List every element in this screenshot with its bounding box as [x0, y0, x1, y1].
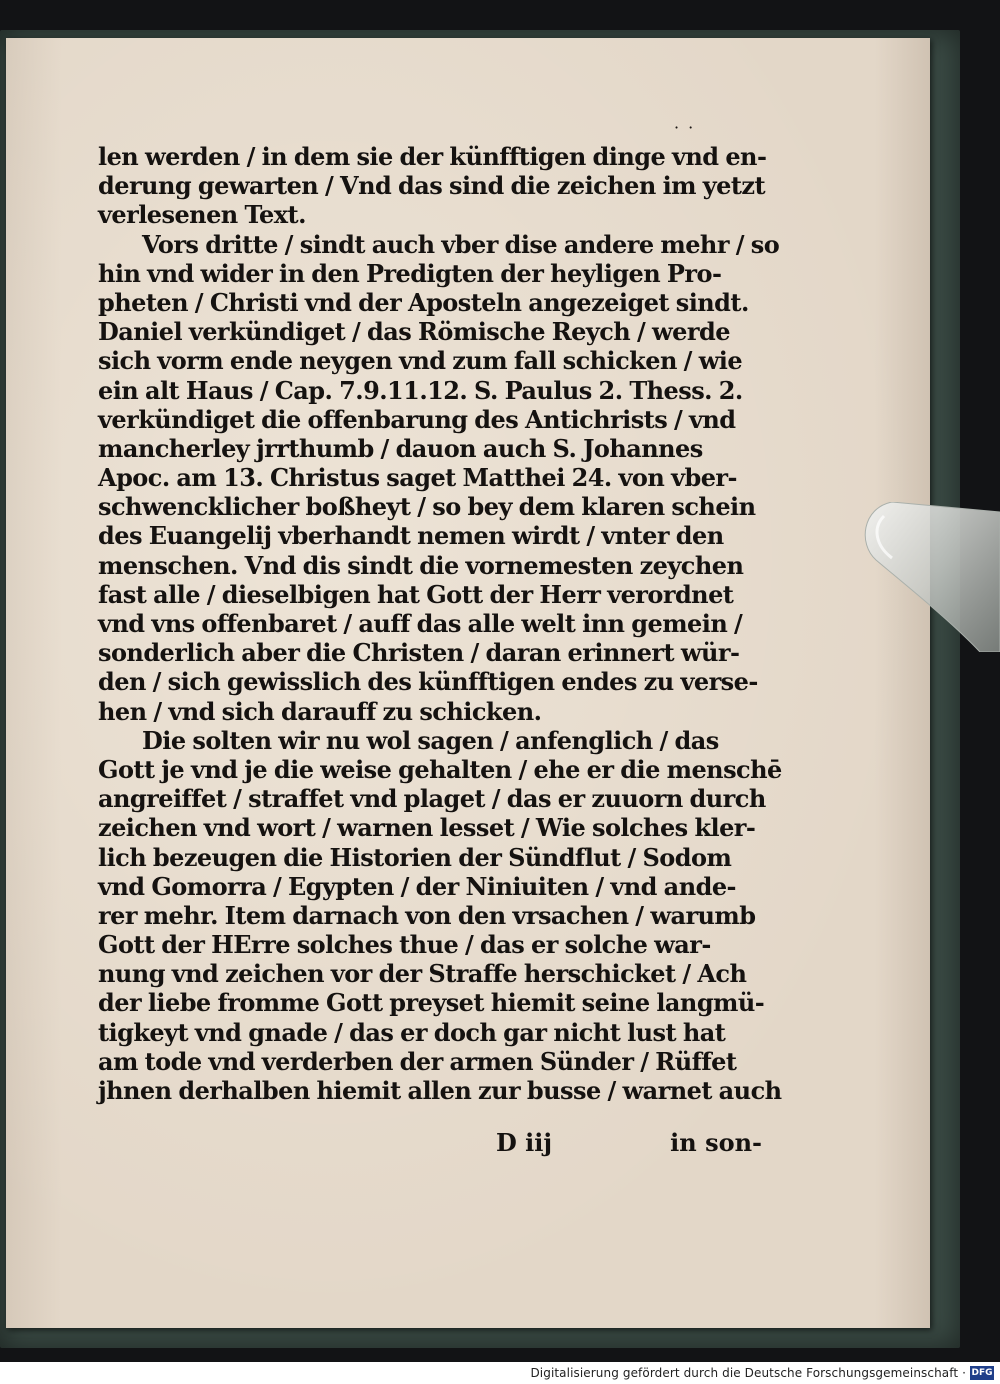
text-line: len werden / in dem sie der künfftigen dinge vnd en-: [98, 142, 767, 171]
text-line: fast alle / dieselbigen hat Gott der Herr verordnet: [98, 579, 734, 609]
text-line: Apoc. am 13. Christus saget Matthei 24. von vber-: [98, 463, 737, 493]
text-line: des Euangelij vberhandt nemen wirdt / vnter den: [98, 521, 724, 551]
signature-mark: D iij: [496, 1128, 553, 1157]
text-line: hen / vnd sich darauff zu schicken.: [98, 696, 542, 726]
text-line: Die solten wir nu wol sagen / anfenglich / das: [142, 725, 719, 755]
text-line: zeichen vnd wort / warnen lesset / Wie solches kler-: [98, 813, 756, 843]
text-line: am tode vnd verderben der armen Sünder / Rüffet: [98, 1046, 737, 1076]
text-line: den / sich gewisslich des künfftigen endes zu verse-: [98, 667, 758, 697]
text-line: verlesenen Text.: [98, 200, 306, 230]
text-line: pheten / Christi vnd der Aposteln angezeiget sindt.: [98, 287, 749, 317]
text-line: vnd vns offenbaret / auff das alle welt inn gemein /: [98, 609, 743, 638]
catchword: in son-: [670, 1128, 762, 1157]
text-line: jhnen derhalben hiemit allen zur busse / warnet auch: [98, 1076, 782, 1105]
text-line: mancherley jrrthumb / dauon auch S. Johannes: [98, 433, 703, 463]
text-line: Gott je vnd je die weise gehalten / ehe er die menschē: [98, 754, 782, 784]
text-line: verkündiget die offenbarung des Antichrists / vnd: [98, 404, 736, 434]
text-line: vnd Gomorra / Egypten / der Niniuiten / vnd ande-: [98, 871, 736, 901]
page-footer: [92, 1124, 772, 1164]
text-line: lich bezeugen die Historien der Sündflut / Sodom: [98, 842, 732, 872]
text-line: tigkeyt vnd gnade / das er doch gar nicht lust hat: [98, 1017, 726, 1047]
dfg-logo-icon: DFG: [971, 1368, 993, 1378]
printers-mark: · ·: [674, 118, 696, 137]
text-line: Vors dritte / sindt auch vber dise andere mehr / so: [142, 229, 780, 259]
text-line: sich vorm ende neygen vnd zum fall schicken / wie: [98, 346, 743, 376]
credit-strip: [0, 1362, 1000, 1384]
text-line: schwencklicher boßheyt / so bey dem klaren schein: [98, 492, 756, 522]
text-line: menschen. Vnd dis sindt die vornemesten zeychen: [98, 550, 744, 580]
plastic-clip-icon: [862, 502, 1000, 652]
text-line: derung gewarten / Vnd das sind die zeichen im yetzt: [98, 171, 766, 201]
text-line: Daniel verkündiget / das Römische Reych / werde: [98, 317, 730, 347]
text-line: angreiffet / straffet vnd plaget / das er zuuorn durch: [98, 784, 766, 814]
text-line: nung vnd zeichen vor der Straffe herschicket / Ach: [98, 959, 747, 989]
text-line: rer mehr. Item darnach von den vrsachen / warumb: [98, 900, 756, 930]
text-line: Gott der HErre solches thue / das er solche war-: [98, 930, 711, 960]
text-line: ein alt Haus / Cap. 7.9.11.12. S. Paulus 2. Thess. 2.: [98, 375, 743, 405]
funding-credit: Digitalisierung gefördert durch die Deutsche Forschungsgemeinschaft ·: [530, 1366, 966, 1380]
text-line: hin vnd wider in den Predigten der heyligen Pro-: [98, 258, 722, 288]
body-text: [98, 142, 782, 1105]
text-line: sonderlich aber die Christen / daran erinnert wür-: [98, 638, 740, 668]
text-line: der liebe fromme Gott preyset hiemit seine langmü-: [98, 988, 765, 1018]
